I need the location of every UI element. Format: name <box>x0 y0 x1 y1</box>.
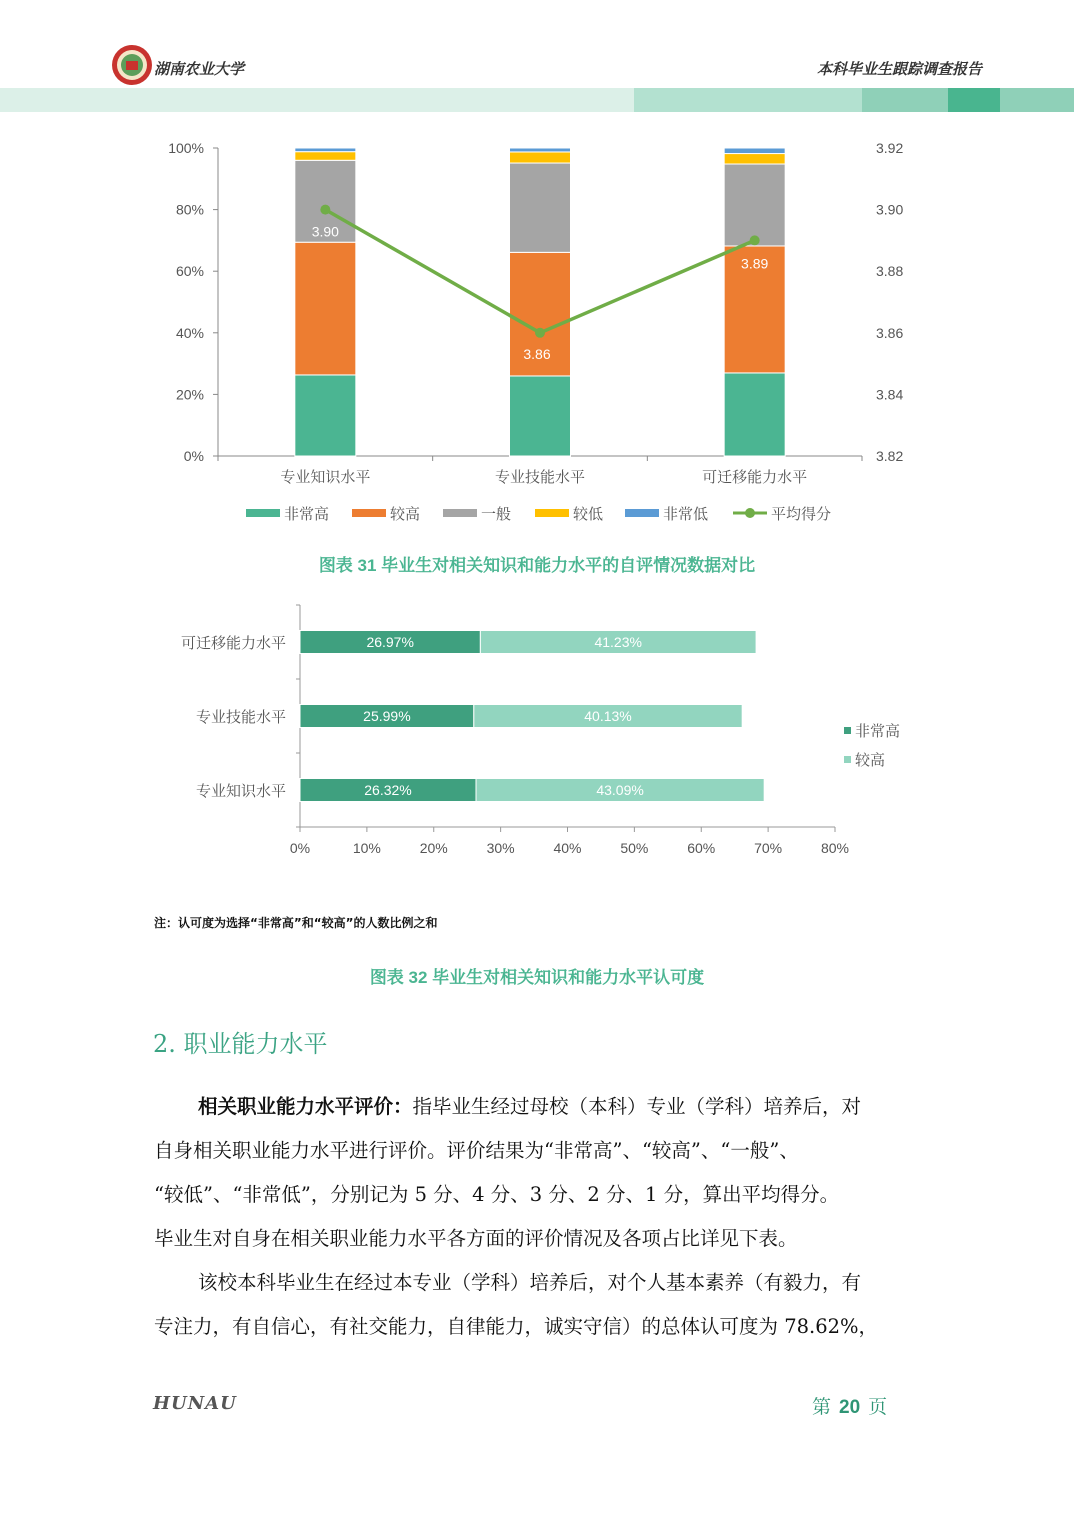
bar-segment-3 <box>295 152 356 161</box>
y-tick-label: 80% <box>175 201 204 218</box>
legend-swatch <box>625 509 659 517</box>
data-label: 26.32% <box>364 782 412 798</box>
data-label: 41.23% <box>594 634 642 650</box>
data-label: 40.13% <box>584 708 632 724</box>
x-tick-label: 70% <box>754 840 783 856</box>
y-tick-label: 专业知识水平 <box>195 783 286 800</box>
paragraph-1-line1: 指毕业生经过母校（本科）专业（学科）培养后，对 <box>412 1095 862 1118</box>
paragraph-1 <box>154 1085 924 1261</box>
y-tick-label: 0% <box>183 448 204 464</box>
university-logo <box>111 44 153 86</box>
x-tick-label: 专业技能水平 <box>494 469 586 486</box>
figure32-horizontal-bar-chart <box>0 590 1074 870</box>
average-score-point <box>750 235 760 245</box>
x-tick-label: 专业知识水平 <box>280 469 371 486</box>
bar-segment-2 <box>724 164 785 246</box>
paragraph-1-lead: 相关职业能力水平评价： <box>198 1095 413 1118</box>
bar-segment-4 <box>724 148 785 154</box>
legend-swatch <box>246 509 280 517</box>
footer-page-prefix: 第 <box>812 1396 832 1418</box>
legend-swatch <box>844 727 851 734</box>
x-tick-label: 20% <box>419 840 448 856</box>
x-tick-label: 80% <box>820 840 850 856</box>
footer-page-suffix: 页 <box>868 1396 888 1418</box>
paragraph-2-line2: 专注力，有自信心，有社交能力，自律能力，诚实守信）的总体认可度为 78.62%， <box>154 1315 879 1338</box>
header-band <box>0 88 1074 112</box>
legend-label: 较低 <box>573 506 604 523</box>
footer-page-num: 20 <box>839 1397 861 1418</box>
data-label: 25.99% <box>363 708 411 724</box>
figure31-caption: 图表 31 毕业生对相关知识和能力水平的自评情况数据对比 <box>318 556 756 575</box>
legend-swatch-marker <box>745 508 755 518</box>
bar-segment-0 <box>724 373 785 456</box>
x-tick-label: 60% <box>687 840 716 856</box>
y2-tick-label: 3.84 <box>876 386 904 403</box>
legend-label: 一般 <box>481 506 512 523</box>
legend-swatch <box>443 509 477 517</box>
x-tick-label: 可迁移能力水平 <box>702 469 808 486</box>
y-tick-label: 20% <box>175 386 204 403</box>
y2-tick-label: 3.92 <box>876 140 904 156</box>
header-report-title: 本科毕业生跟踪调查报告 <box>816 60 982 78</box>
x-tick-label: 10% <box>352 840 381 856</box>
average-score-label: 3.90 <box>311 223 339 240</box>
bar-segment-4 <box>510 148 571 152</box>
paragraph-2-line1: 该校本科毕业生在经过本专业（学科）培养后，对个人基本素养（有毅力，有 <box>198 1271 862 1294</box>
y2-tick-label: 3.88 <box>876 263 904 280</box>
bar-segment-3 <box>510 152 571 163</box>
data-label: 26.97% <box>366 634 414 650</box>
y-tick-label: 专业技能水平 <box>195 709 286 726</box>
data-label: 43.09% <box>596 782 644 798</box>
section-heading: 2. 职业能力水平 <box>153 1030 328 1058</box>
legend-swatch <box>844 756 851 763</box>
bar-segment-0 <box>510 376 571 456</box>
average-score-point <box>535 328 545 338</box>
y-tick-label: 60% <box>175 263 204 280</box>
y2-tick-label: 3.82 <box>876 448 904 464</box>
paragraph-1-line3: “较低”、“非常低”，分别记为 5 分、4 分、3 分、2 分、1 分，算出平均得分。 <box>154 1183 840 1206</box>
figure32-note: 注：认可度为选择“非常高”和“较高”的人数比例之和 <box>154 916 438 930</box>
legend-label: 较高 <box>390 506 421 523</box>
x-tick-label: 0% <box>289 840 311 856</box>
average-score-point <box>320 205 330 215</box>
average-score-label: 3.86 <box>523 345 551 362</box>
y-tick-label: 可迁移能力水平 <box>180 635 286 652</box>
legend-label: 较高 <box>855 752 886 769</box>
y2-tick-label: 3.90 <box>876 201 904 218</box>
bar-segment-0 <box>295 375 356 456</box>
bar-segment-3 <box>724 154 785 164</box>
footer-brand: HUNAU <box>153 1393 237 1414</box>
average-score-label: 3.89 <box>741 255 769 272</box>
y-tick-label: 100% <box>168 140 204 156</box>
x-tick-label: 40% <box>553 840 582 856</box>
paragraph-2 <box>154 1261 924 1349</box>
x-tick-label: 30% <box>486 840 515 856</box>
legend-label: 非常低 <box>663 506 709 523</box>
paragraph-1-line4: 毕业生对自身在相关职业能力水平各方面的评价情况及各项占比详见下表。 <box>154 1227 798 1250</box>
figure32-caption: 图表 32 毕业生对相关知识和能力水平认可度 <box>369 968 705 987</box>
legend-label: 非常高 <box>855 723 901 740</box>
y2-tick-label: 3.86 <box>876 324 904 341</box>
figure31-stacked-column-chart <box>0 130 1074 540</box>
y-tick-label: 40% <box>175 324 204 341</box>
legend-label: 非常高 <box>284 506 330 523</box>
header-university-name: 湖南农业大学 <box>154 60 245 78</box>
bar-segment-4 <box>295 148 356 152</box>
paragraph-1-line2: 自身相关职业能力水平进行评价。评价结果为“非常高”、“较高”、“一般”、 <box>154 1139 799 1162</box>
legend-label: 平均得分 <box>771 506 832 523</box>
bar-segment-2 <box>510 163 571 252</box>
legend-swatch <box>535 509 569 517</box>
legend-swatch <box>352 509 386 517</box>
bar-segment-1 <box>295 242 356 375</box>
footer-page-number <box>812 1392 887 1419</box>
x-tick-label: 50% <box>620 840 649 856</box>
